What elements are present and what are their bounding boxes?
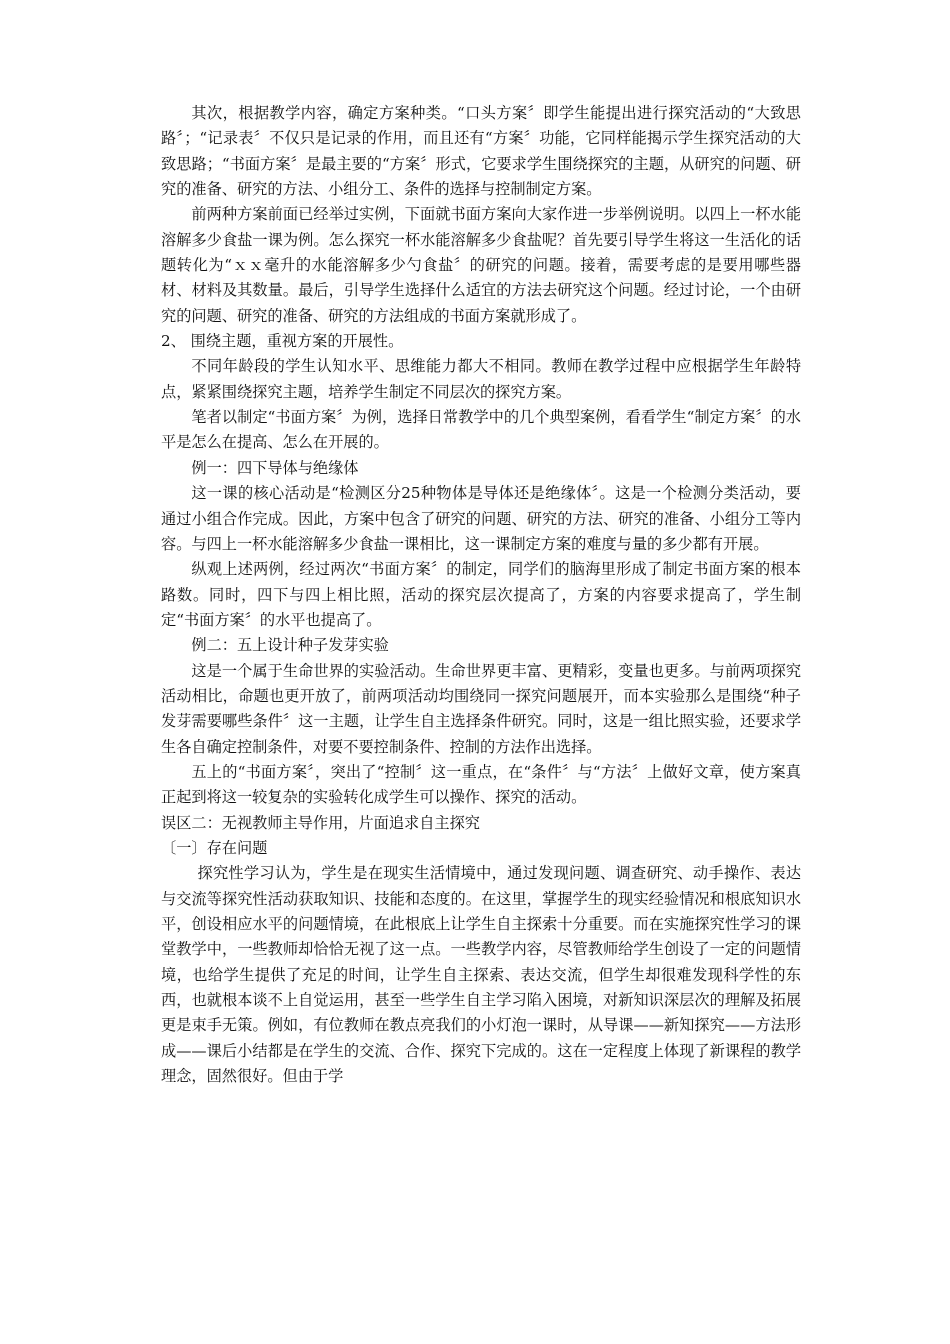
paragraph-example-1: 这一课的核心活动是“检测区分25种物体是导体还是绝缘体〞。这是一个检测分类活动，要通过小组合作完成。因此，方案中包含了研究的问题、研究的方法、研究的准备、小组分工等内容。与四上一杯水能溶解多少食盐一课相比，这一课制定方案的难度与量的多少都有开展。 <box>161 484 801 553</box>
paragraph-author-cases: 笔者以制定“书面方案〞为例，选择日常教学中的几个典型案例，看看学生“制定方案〞的水平是怎么在提高、怎么在开展的。 <box>161 408 801 452</box>
paragraph-example-2: 这是一个属于生命世界的实验活动。生命世界更丰富、更精彩，变量也更多。与前两项探究活动相比，命题也更开放了，前两项活动均围绕同一探究问题展开，而本实验那么是围绕“种子发芽需要哪些条件〞这一主题，让学生自主选择条件研究。同时，这是一组比照实验，还要求学生各自确定控制条件，对要不要控制条件、控制的方法作出选择。 <box>161 661 801 756</box>
paragraph-plan-types: 其次，根据教学内容，确定方案种类。“口头方案〞即学生能提出进行探究活动的“大致思路〞；“记录表〞不仅只是记录的作用，而且还有“方案〞功能，它同样能揭示学生探究活动的大致思路；“书面方案〞是最主要的“方案〞形式，它要求学生围绕探究的主题，从研究的问题、研究的准备、研究的方法、小组分工、条件的选择与控制制定方案。 <box>161 104 801 199</box>
paragraph-age-levels: 不同年龄段的学生认知水平、思维能力都大不相同。教师在教学过程中应根据学生年龄特点，紧紧围绕探究主题，培养学生制定不同层次的探究方案。 <box>161 357 801 401</box>
misconception-2-heading: 误区二：无视教师主导作用，片面追求自主探究 <box>161 813 480 832</box>
example-1-heading: 例一：四下导体与绝缘体 <box>191 458 359 477</box>
document-body <box>161 101 801 1089</box>
paragraph-comparison: 纵观上述两例，经过两次“书面方案〞的制定，同学们的脑海里形成了制定书面方案的根本路数。同时，四下与四上相比照，活动的探究层次提高了，方案的内容要求提高了，学生制定“书面方案〞的水平也提高了。 <box>161 560 801 629</box>
subsection-heading-existing-problems: 〔一〕存在问题 <box>161 838 268 857</box>
section-heading-2: 2、 围绕主题，重视方案的开展性。 <box>161 332 404 351</box>
example-2-heading: 例二：五上设计种子发芽实验 <box>191 636 389 655</box>
paragraph-inquiry-learning: 探究性学习认为，学生是在现实生活情境中，通过发现问题、调查研究、动手操作、表达与交流等探究性活动获取知识、技能和态度的。在这里，掌握学生的现实经验情况和根底知识水平，创设相应水平的问题情境，在此根底上让学生自主探索十分重要。而在实施探究性学习的课堂教学中，一些教师却恰恰无视了这一点。一些教学内容，尽管教师给学生创设了一定的问题情境，也给学生提供了充足的时间，让学生自主探索、表达交流，但学生却很难发现科学性的东西，也就根本谈不上自觉运用，甚至一些学生自主学习陷入困境，对新知识深层次的理解及拓展更是束手无策。例如，有位教师在教点亮我们的小灯泡一课时，从导课——新知探究——方法形成——课后小结都是在学生的交流、合作、探究下完成的。这在一定程度上体现了新课程的教学理念，固然很好。但由于学 <box>161 864 801 1086</box>
paragraph-control-focus: 五上的“书面方案〞，突出了“控制〞这一重点，在“条件〞与“方法〞上做好文章，使方案真正起到将这一较复杂的实验转化成学生可以操作、探究的活动。 <box>161 762 801 807</box>
paragraph-written-plan-example: 前两种方案前面已经举过实例，下面就书面方案向大家作进一步举例说明。以四上一杯水能溶解多少食盐一课为例。怎么探究一杯水能溶解多少食盐呢？首先要引导学生将这一生活化的话题转化为“ｘｘ毫升的水能溶解多少勺食盐〞的研究的问题。接着，需要考虑的是要用哪些器材、材料及其数量。最后，引导学生选择什么适宜的方法去研究这个问题。经过讨论，一个由研究的问题、研究的准备、研究的方法组成的书面方案就形成了。 <box>161 205 801 325</box>
